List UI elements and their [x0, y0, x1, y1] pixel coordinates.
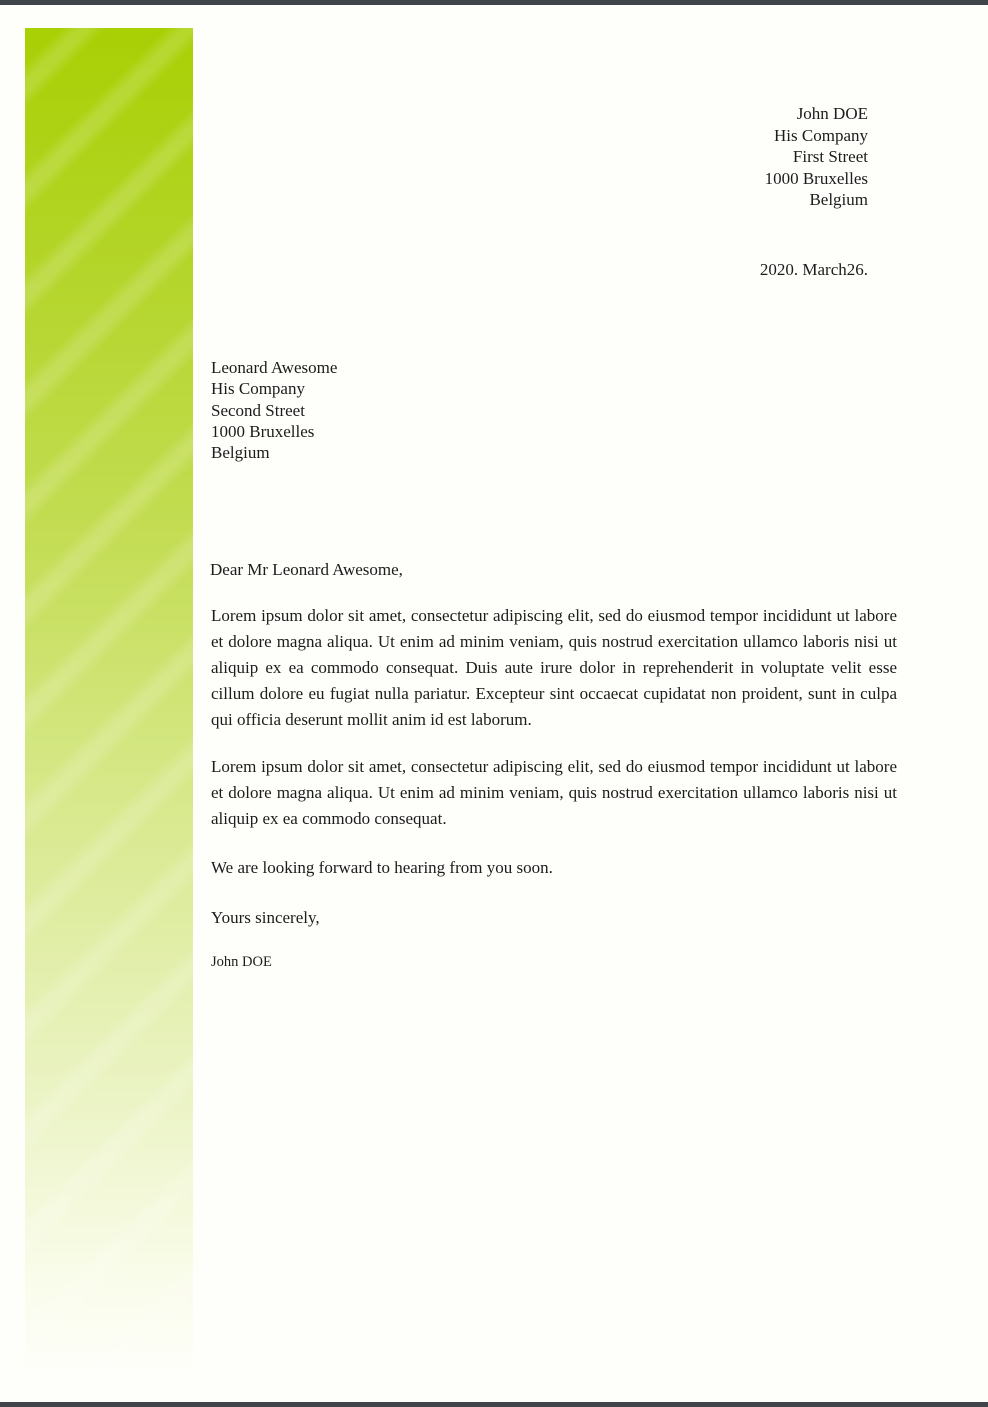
body-paragraph-1: Lorem ipsum dolor sit amet, consectetur adipiscing elit, sed do eiusmod tempor incididunt ut labore et dolore magna aliqua. Ut enim ad minim veniam, quis nostrud exercitation ullamco laboris nisi ut aliquip ex ea commodo consequat. Duis aute irure dolor in reprehenderit in voluptate velit esse cillum dolore eu fugiat nulla pariatur. Excepteur sint occaecat cupidatat non proident, sunt in culpa qui officia deserunt mollit anim id est laborum.: [211, 606, 897, 729]
window-top-edge: [0, 0, 988, 5]
recipient-name: Leonard Awesome: [211, 358, 338, 377]
recipient-address-block: [211, 357, 337, 463]
window-bottom-edge: [0, 1402, 988, 1407]
letter-date: 2020. March26.: [759, 260, 868, 279]
pre-closing-line: We are looking forward to hearing from you soon.: [211, 858, 553, 877]
closing-line: Yours sincerely,: [211, 908, 320, 927]
body-paragraph-2: Lorem ipsum dolor sit amet, consectetur adipiscing elit, sed do eiusmod tempor incididunt ut labore et dolore magna aliqua. Ut enim ad minim veniam, quis nostrud exercitation ullamco laboris nisi ut aliquip ex ea commodo consequat.: [211, 757, 897, 828]
sender-name: John DOE: [796, 104, 868, 123]
sender-city: 1000 Bruxelles: [764, 168, 868, 188]
sender-street: First Street: [792, 147, 868, 166]
salutation: Dear Mr Leonard Awesome,: [210, 560, 403, 579]
sender-company: His Company: [774, 125, 868, 145]
sender-address-block: [765, 103, 868, 211]
recipient-country: Belgium: [211, 443, 270, 463]
recipient-city: 1000 Bruxelles: [211, 421, 315, 441]
recipient-company: His Company: [211, 379, 305, 399]
recipient-street: Second Street: [211, 400, 305, 420]
signature-name: John DOE: [211, 954, 272, 970]
green-gradient-sidebar: [25, 28, 193, 1382]
sender-country: Belgium: [809, 190, 868, 209]
